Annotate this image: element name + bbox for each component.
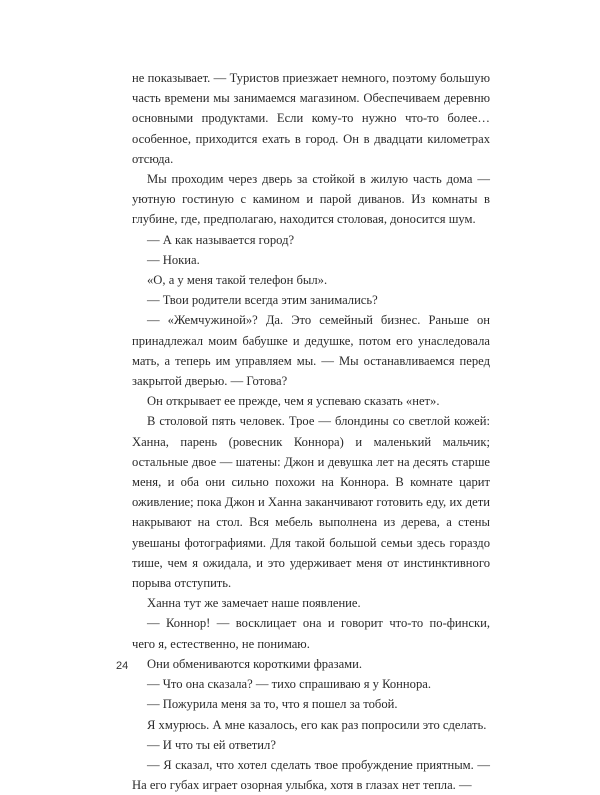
paragraph-3: — А как называется город? [147, 232, 295, 247]
paragraph-12: Они обмениваются короткими фразами. [147, 656, 363, 671]
paragraph-4: — Нокиа. [147, 252, 200, 267]
paragraph-7: — «Жемчужиной»? Да. Это семейный бизнес. Раньше он принадлежал моим бабушке и дедушке, потом его унаследовала мать, а теперь им управляем мы. — Мы останавливаемся перед закрытой дверью. — Готова? [132, 313, 490, 389]
paragraph-6: — Твои родители всегда этим занимались? [147, 293, 378, 308]
paragraph-14: — Пожурила меня за то, что я пошел за тобой. [147, 697, 398, 712]
paragraph-8: Он открывает ее прежде, чем я успеваю сказать «нет». [147, 394, 440, 409]
paragraph-16: — И что ты ей ответил? [147, 737, 276, 752]
paragraph-17: — Я сказал, что хотел сделать твое пробуждение приятным. — На его губах играет озорная улыбка, хотя в глазах нет тепла. — [132, 757, 490, 793]
paragraph-11: — Коннор! — восклицает она и говорит что-то по-фински, чего я, естественно, не понимаю. [132, 616, 490, 651]
paragraph-2: Мы проходим через дверь за стойкой в жилую часть дома — уютную гостиную с камином и парой диванов. Из комнаты в глубине, где, предполагаю, находится столовая, доносится шум. [132, 172, 490, 227]
paragraph-1: не показывает. — Туристов приезжает немного, поэтому большую часть времени мы занимаемся магазином. Обеспечиваем деревню основными продуктами. Если кому-то нужно что-то более… особенное, приходится ехать в город. Он в двадцати километрах отсюда. [132, 71, 490, 166]
paragraph-10: Ханна тут же замечает наше появление. [147, 596, 361, 611]
body-text [132, 68, 490, 795]
paragraph-5: «О, а у меня такой телефон был». [147, 273, 328, 288]
paragraph-13: — Что она сказала? — тихо спрашиваю я у Коннора. [147, 677, 431, 692]
paragraph-9: В столовой пять человек. Трое — блондины со светлой кожей: Ханна, парень (ровесник Коннора) и маленький мальчик; остальные двое — шатены: Джон и девушка лет на десять старше меня, и оба они сильно похожи на Коннора. В комнате царит оживление; пока Джон и Ханна заканчивают готовить еду, их дети накрывают на стол. Вся мебель выполнена из дерева, а стены увешаны фотографиями. Для такой большой семьи здесь гораздо тише, чем я ожидала, и это удерживает меня от инстинктивного порыва отступить. [132, 414, 490, 591]
paragraph-15: Я хмурюсь. А мне казалось, его как раз попросили это сделать. [147, 717, 487, 732]
page-number: 24 [116, 660, 129, 672]
